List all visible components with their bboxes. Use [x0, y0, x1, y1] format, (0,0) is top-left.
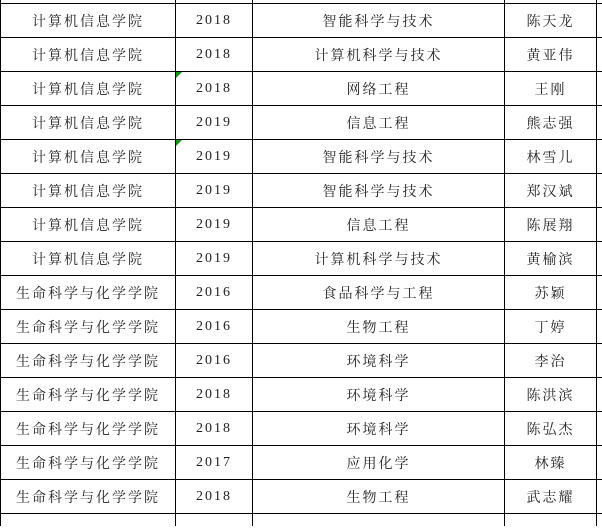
cropped-cell — [597, 378, 602, 412]
year-value: 2019 — [196, 250, 232, 266]
year-cell[interactable] — [176, 480, 253, 514]
name-cell[interactable]: 陈展翔 — [505, 208, 597, 242]
major-cell[interactable]: 计算机科学与技术 — [253, 38, 505, 72]
year-cell[interactable] — [176, 208, 253, 242]
year-cell[interactable] — [176, 4, 253, 38]
year-cell[interactable] — [176, 106, 253, 140]
name-cell[interactable]: 李治 — [505, 344, 597, 378]
major-cell[interactable]: 环境科学 — [253, 412, 505, 446]
year-value: 2018 — [196, 80, 232, 96]
cropped-cell — [597, 514, 602, 527]
college-cell[interactable]: 计算机信息学院 — [1, 208, 176, 242]
college-cell[interactable]: 计算机信息学院 — [1, 72, 176, 106]
name-cell[interactable]: 黄亚伟 — [505, 38, 597, 72]
cropped-cell — [597, 310, 602, 344]
name-cell[interactable]: 熊志强 — [505, 106, 597, 140]
year-cell[interactable] — [176, 344, 253, 378]
name-cell[interactable]: 林臻 — [505, 446, 597, 480]
college-cell[interactable]: 生命科学与化学学院 — [1, 378, 176, 412]
major-cell[interactable]: 应用化学 — [253, 446, 505, 480]
cropped-cell — [597, 412, 602, 446]
cropped-cell — [597, 106, 602, 140]
cropped-cell — [505, 514, 597, 527]
year-value: 2018 — [196, 46, 232, 62]
college-cell[interactable]: 计算机信息学院 — [1, 140, 176, 174]
major-cell[interactable]: 食品科学与工程 — [253, 276, 505, 310]
college-cell[interactable]: 生命科学与化学学院 — [1, 276, 176, 310]
table-row — [1, 412, 602, 446]
name-cell[interactable]: 丁婷 — [505, 310, 597, 344]
major-cell[interactable]: 环境科学 — [253, 344, 505, 378]
cropped-cell — [253, 514, 505, 527]
major-cell[interactable]: 信息工程 — [253, 208, 505, 242]
name-cell[interactable]: 郑汉斌 — [505, 174, 597, 208]
table-row — [1, 72, 602, 106]
name-cell[interactable]: 陈天龙 — [505, 4, 597, 38]
college-cell[interactable]: 计算机信息学院 — [1, 174, 176, 208]
name-cell[interactable]: 陈弘杰 — [505, 412, 597, 446]
name-cell[interactable]: 林雪儿 — [505, 140, 597, 174]
table-row — [1, 276, 602, 310]
table-row — [1, 140, 602, 174]
major-cell[interactable]: 环境科学 — [253, 378, 505, 412]
year-value: 2018 — [196, 420, 232, 436]
major-cell[interactable]: 智能科学与技术 — [253, 140, 505, 174]
major-cell[interactable]: 生物工程 — [253, 310, 505, 344]
table-row — [1, 378, 602, 412]
year-cell[interactable] — [176, 378, 253, 412]
major-cell[interactable]: 网络工程 — [253, 72, 505, 106]
table-row — [1, 242, 602, 276]
cropped-cell — [1, 514, 176, 527]
college-cell[interactable]: 计算机信息学院 — [1, 106, 176, 140]
year-cell[interactable] — [176, 446, 253, 480]
college-cell[interactable]: 生命科学与化学学院 — [1, 412, 176, 446]
major-cell[interactable]: 生物工程 — [253, 480, 505, 514]
cropped-cell — [597, 174, 602, 208]
cropped-cell — [597, 38, 602, 72]
college-cell[interactable]: 计算机信息学院 — [1, 242, 176, 276]
year-cell[interactable] — [176, 140, 253, 174]
year-cell[interactable] — [176, 174, 253, 208]
table-row — [1, 106, 602, 140]
cropped-cell — [597, 446, 602, 480]
year-value: 2019 — [196, 216, 232, 232]
error-flag-triangle — [176, 140, 182, 146]
year-value: 2016 — [196, 352, 232, 368]
college-cell[interactable]: 计算机信息学院 — [1, 38, 176, 72]
year-value: 2016 — [196, 284, 232, 300]
cropped-cell — [597, 276, 602, 310]
name-cell[interactable]: 武志耀 — [505, 480, 597, 514]
year-value: 2019 — [196, 148, 232, 164]
major-cell[interactable]: 信息工程 — [253, 106, 505, 140]
major-cell[interactable]: 智能科学与技术 — [253, 174, 505, 208]
college-cell[interactable]: 计算机信息学院 — [1, 4, 176, 38]
name-cell[interactable]: 王刚 — [505, 72, 597, 106]
cropped-cell — [597, 344, 602, 378]
table-row — [1, 208, 602, 242]
year-value: 2018 — [196, 488, 232, 504]
error-flag-triangle — [176, 72, 182, 78]
name-cell[interactable]: 苏颖 — [505, 276, 597, 310]
cropped-cell — [176, 514, 253, 527]
cropped-cell — [597, 242, 602, 276]
major-cell[interactable]: 计算机科学与技术 — [253, 242, 505, 276]
year-cell[interactable] — [176, 72, 253, 106]
college-cell[interactable]: 生命科学与化学学院 — [1, 344, 176, 378]
table-row — [1, 446, 602, 480]
table-row — [1, 4, 602, 38]
table-row — [1, 174, 602, 208]
year-cell[interactable] — [176, 242, 253, 276]
cropped-cell — [597, 72, 602, 106]
year-cell[interactable] — [176, 310, 253, 344]
table-row — [1, 38, 602, 72]
college-cell[interactable]: 生命科学与化学学院 — [1, 310, 176, 344]
year-value: 2018 — [196, 386, 232, 402]
year-cell[interactable] — [176, 276, 253, 310]
year-value: 2018 — [196, 12, 232, 28]
year-value: 2017 — [196, 454, 232, 470]
year-value: 2019 — [196, 114, 232, 130]
name-cell[interactable]: 陈洪滨 — [505, 378, 597, 412]
year-cell[interactable] — [176, 412, 253, 446]
cropped-cell — [597, 208, 602, 242]
cropped-cell — [597, 140, 602, 174]
year-value: 2016 — [196, 318, 232, 334]
partial-row-bottom — [1, 514, 602, 527]
college-cell[interactable]: 生命科学与化学学院 — [1, 446, 176, 480]
name-cell[interactable]: 黄榆滨 — [505, 242, 597, 276]
table-row — [1, 480, 602, 514]
cropped-cell — [597, 4, 602, 38]
table-body — [1, 0, 602, 526]
year-value: 2019 — [196, 182, 232, 198]
table-row — [1, 310, 602, 344]
major-cell[interactable]: 智能科学与技术 — [253, 4, 505, 38]
cropped-cell — [597, 480, 602, 514]
college-cell[interactable]: 生命科学与化学学院 — [1, 480, 176, 514]
year-cell[interactable] — [176, 38, 253, 72]
table-row — [1, 344, 602, 378]
